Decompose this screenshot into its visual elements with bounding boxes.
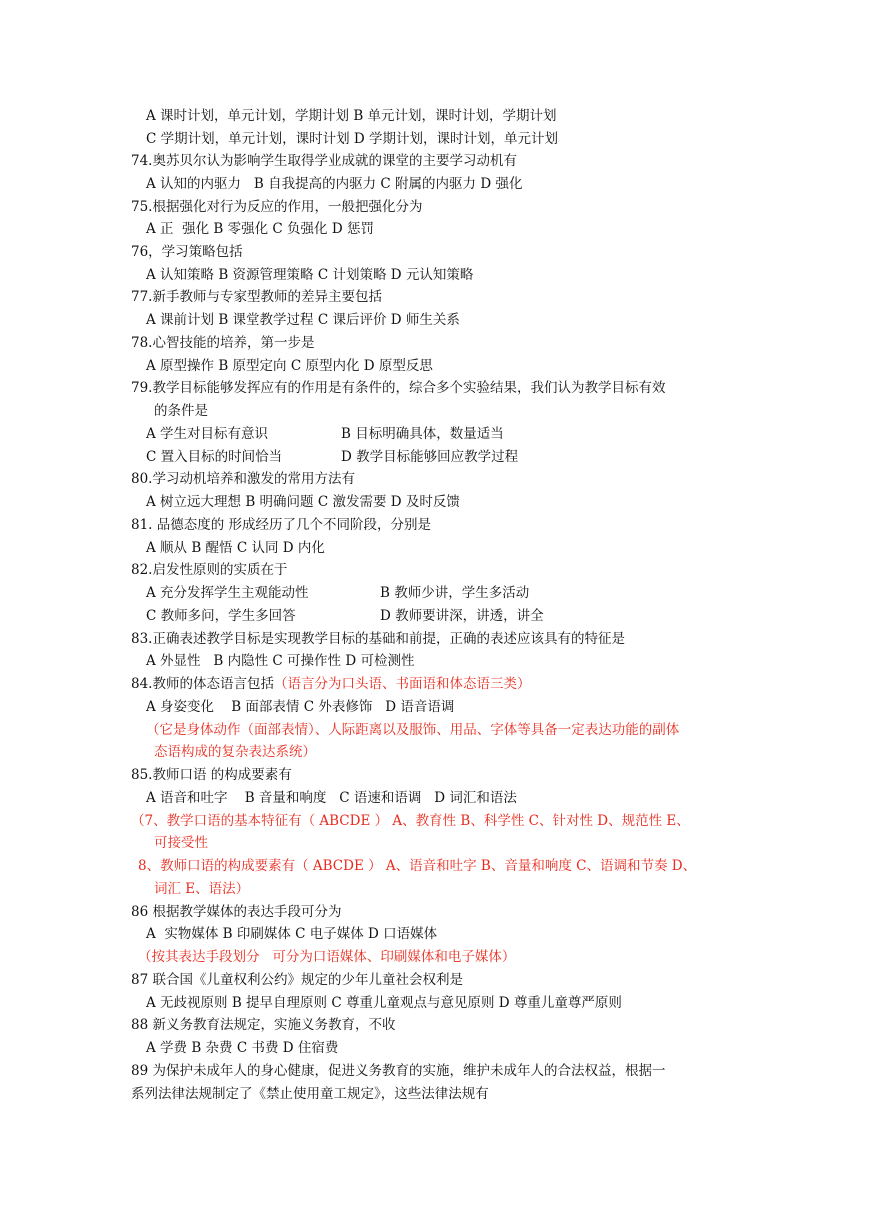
question-84 (131, 674, 530, 694)
option-a: A 学生对目标有意识 (146, 426, 269, 442)
question-87: 87 联合国《儿童权利公约》规定的少年儿童社会权利是 (131, 972, 463, 988)
option-line: A 原型操作 B 原型定向 C 原型内化 D 原型反思 (146, 358, 433, 374)
question-76: 76，学习策略包括 (131, 244, 243, 260)
question-84-text: 84.教师的体态语言包括 (131, 676, 274, 692)
question-86: 86 根据教学媒体的表达手段可分为 (131, 904, 342, 920)
option-line: A 外显性 B 内隐性 C 可操作性 D 可检测性 (146, 653, 415, 669)
question-80: 80.学习动机培养和激发的常用方法有 (131, 471, 355, 487)
annotation-note: 8、教师口语的构成要素有（ ABCDE ） A、语音和吐字 B、音量和响度 C、语调和节奏 D、 (138, 858, 697, 874)
option-c: C 教师多问，学生多回答 (146, 608, 296, 624)
annotation-note-continued: 可接受性 (154, 835, 208, 851)
annotation-note-continued: 态语构成的复杂表达系统） (154, 744, 316, 760)
option-line: A 身姿变化 B 面部表情 C 外表修饰 D 语音语调 (146, 699, 455, 715)
question-79: 79.教学目标能够发挥应有的作用是有条件的，综合多个实验结果，我们认为教学目标有效 (131, 380, 666, 396)
question-77: 77.新手教师与专家型教师的差异主要包括 (131, 289, 382, 305)
option-a: A 充分发挥学生主观能动性 (146, 585, 309, 601)
annotation-note: （7、教学口语的基本特征有（ ABCDE ） A、教育性 B、科学性 C、针对性 D、规范性 E、 (131, 813, 690, 829)
option-line: C 学期计划，单元计划，课时计划 D 学期计划，课时计划，单元计划 (146, 131, 559, 147)
question-88: 88 新义务教育法规定，实施义务教育，不收 (131, 1017, 396, 1033)
option-line: A 课前计划 B 课堂教学过程 C 课后评价 D 师生关系 (146, 312, 460, 328)
question-82: 82.启发性原则的实质在于 (131, 562, 288, 578)
question-74: 74.奥苏贝尔认为影响学生取得学业成就的课堂的主要学习动机有 (131, 153, 517, 169)
question-83: 83.正确表述教学目标是实现教学目标的基础和前提，正确的表述应该具有的特征是 (131, 631, 625, 647)
option-line: A 认知的内驱力 B 自我提高的内驱力 C 附属的内驱力 D 强化 (146, 176, 523, 192)
annotation-note: （它是身体动作（面部表情）、人际距离以及服饰、用品、字体等具备一定表达功能的副体 (146, 722, 680, 738)
option-b: B 目标明确具体，数量适当 (341, 426, 504, 442)
option-b: B 教师少讲，学生多活动 (380, 585, 530, 601)
option-line: A 认知策略 B 资源管理策略 C 计划策略 D 元认知策略 (146, 267, 474, 283)
option-d: D 教师要讲深，讲透，讲全 (380, 608, 544, 624)
option-line: A 实物媒体 B 印刷媒体 C 电子媒体 D 口语媒体 (146, 926, 438, 942)
option-d: D 教学目标能够回应教学过程 (341, 449, 519, 465)
annotation-note: （按其表达手段划分 可分为口语媒体、印刷媒体和电子媒体） (138, 949, 516, 965)
question-79-continued: 的条件是 (154, 403, 208, 419)
option-line: A 树立远大理想 B 明确问题 C 激发需要 D 及时反馈 (146, 494, 460, 510)
question-75: 75.根据强化对行为反应的作用，一般把强化分为 (131, 199, 423, 215)
question-89-continued: 系列法律法规制定了《禁止使用童工规定》，这些法律法规有 (131, 1086, 489, 1102)
question-81: 81. 品德态度的 形成经历了几个不同阶段，分别是 (131, 517, 432, 533)
annotation-note-continued: 词汇 E、语法） (154, 881, 250, 897)
question-89: 89 为保护未成年人的身心健康，促进义务教育的实施，维护未成年人的合法权益，根据一 (131, 1063, 666, 1079)
option-line: A 顺从 B 醒悟 C 认同 D 内化 (146, 540, 325, 556)
option-line: A 无歧视原则 B 提早自理原则 C 尊重儿童观点与意见原则 D 尊重儿童尊严原则 (146, 995, 622, 1011)
option-line: A 课时计划，单元计划，学期计划 B 单元计划，课时计划，学期计划 (146, 108, 557, 124)
option-line: A 学费 B 杂费 C 书费 D 住宿费 (146, 1040, 339, 1056)
question-85: 85.教师口语 的构成要素有 (131, 767, 292, 783)
annotation-note: （语言分为口头语、书面语和体态语三类） (273, 676, 531, 692)
option-line: A 正 强化 B 零强化 C 负强化 D 惩罚 (146, 221, 374, 237)
option-line: A 语音和吐字 B 音量和响度 C 语速和语调 D 词汇和语法 (146, 790, 517, 806)
question-78: 78.心智技能的培养，第一步是 (131, 335, 315, 351)
option-c: C 置入目标的时间恰当 (146, 449, 283, 465)
